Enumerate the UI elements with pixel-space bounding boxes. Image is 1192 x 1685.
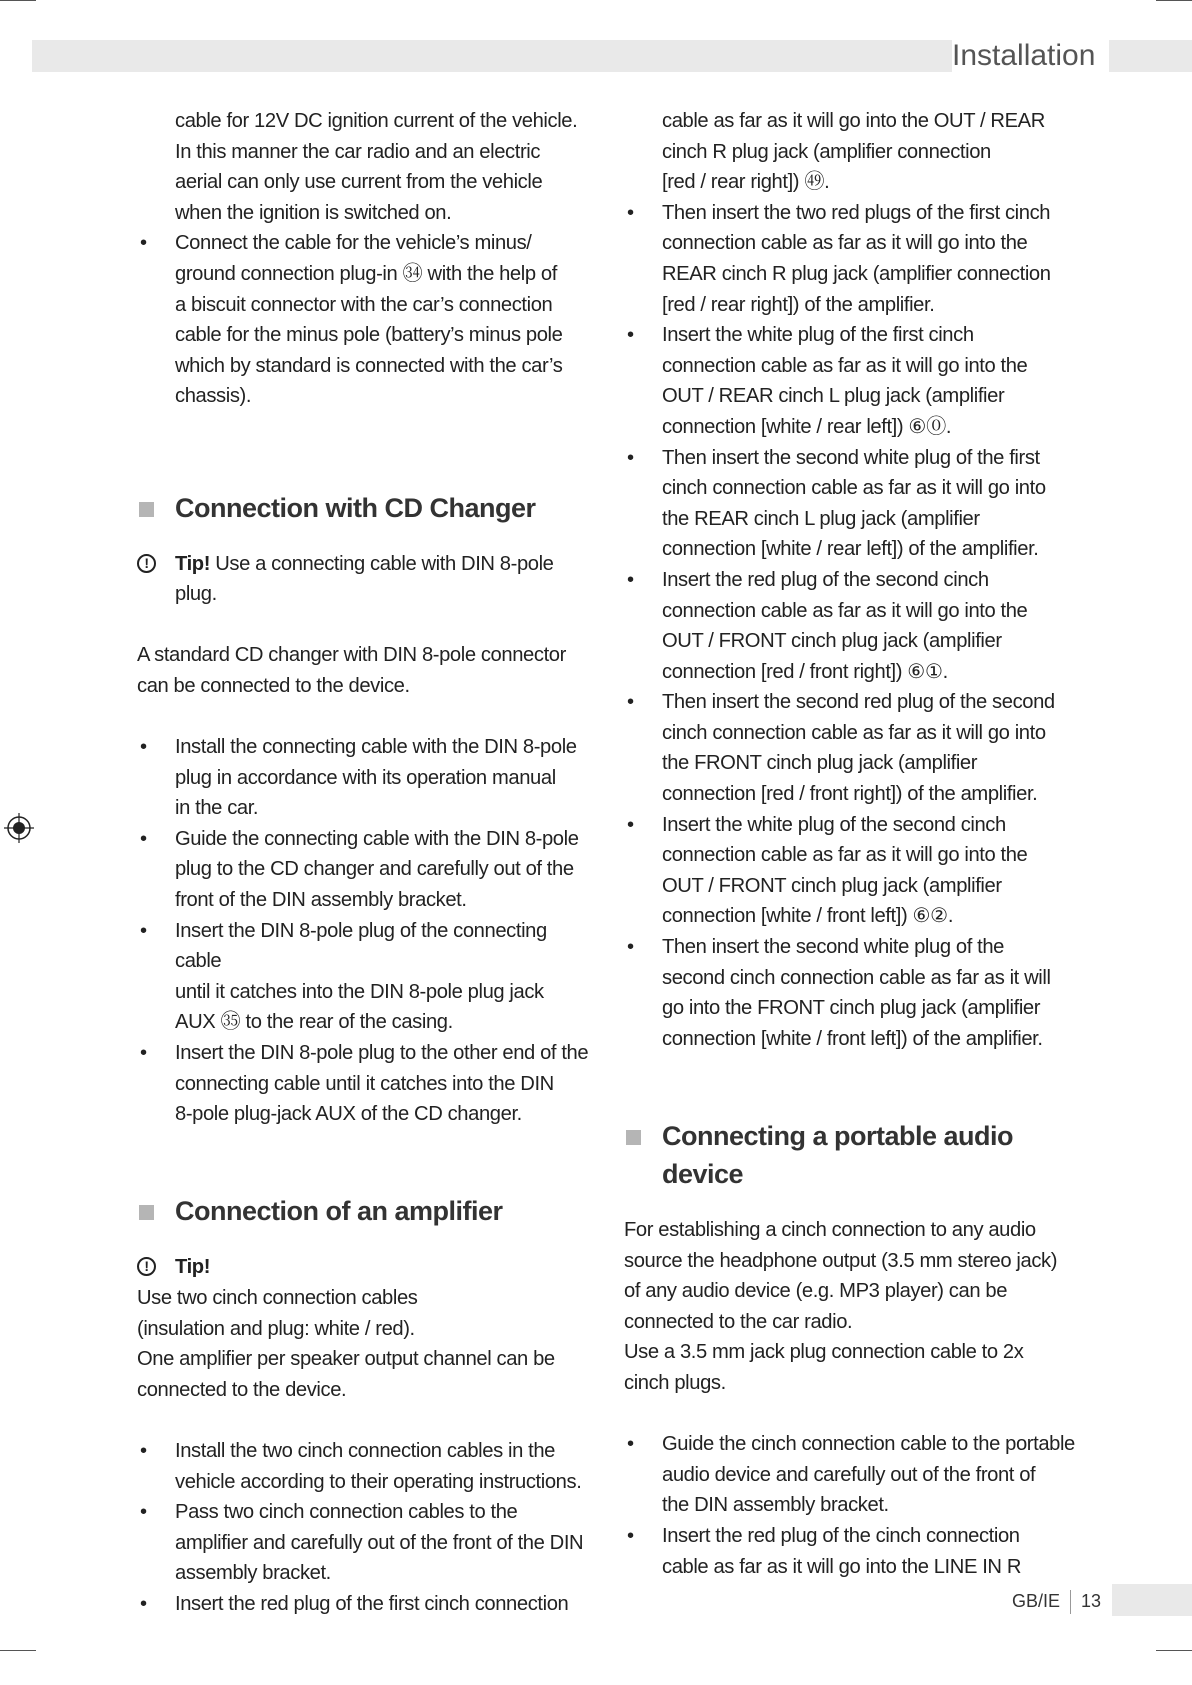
- list-item: • Install the two cinch connection cables in the vehicle according to their operating instructions.: [137, 1436, 597, 1497]
- list-item: • Install the connecting cable with the DIN 8-pole plug in accordance with its operation manual in the car.: [137, 732, 597, 824]
- crop-mark: [1156, 1650, 1192, 1651]
- list-item: • Pass two cinch connection cables to the amplifier and carefully out of the front of the DIN assembly bracket.: [137, 1497, 597, 1589]
- list-item: • Then insert the two red plugs of the first cinch connection cable as far as it will go into the REAR cinch R plug jack (amplifier connection [red / rear right]) of the amplifier.: [624, 198, 1084, 320]
- tip-note: ! Tip! Use a connecting cable with DIN 8-pole plug.: [137, 549, 597, 610]
- registration-mark-icon: [4, 813, 34, 843]
- section-heading-portable-audio: Connecting a portable audio device: [624, 1117, 1084, 1193]
- list-item: • Then insert the second white plug of the second cinch connection cable as far as it will go into the FRONT cinch plug jack (amplifier connection [white / front left]) of the amplifier.: [624, 932, 1084, 1054]
- list-item: • Then insert the second white plug of the first cinch connection cable as far as it will go into the REAR cinch L plug jack (amplifier connection [white / rear left]) of the amplifier.: [624, 443, 1084, 565]
- list-item: • Insert the DIN 8-pole plug to the other end of the connecting cable until it catches into the DIN 8-pole plug-jack AUX of the CD changer.: [137, 1038, 597, 1130]
- list-item: • Insert the red plug of the second cinch connection cable as far as it will go into the OUT / FRONT cinch plug jack (amplifier connection [red / front right]) ⑥①.: [624, 565, 1084, 687]
- page-title: Installation: [952, 39, 1096, 72]
- crop-mark: [1156, 0, 1192, 1]
- square-bullet-icon: [139, 1205, 154, 1220]
- exclamation-icon: !: [137, 554, 156, 573]
- locale-label: GB/IE: [1012, 1591, 1061, 1611]
- exclamation-icon: !: [137, 1257, 156, 1276]
- crop-mark: [0, 1650, 36, 1651]
- intro-continuation: cable for 12V DC ignition current of the vehicle. In this manner the car radio and an electric aerial can only use current from the vehicle when the ignition is switched on.: [175, 110, 578, 224]
- list-item: • Guide the connecting cable with the DIN 8-pole plug to the CD changer and carefully out of the front of the DIN assembly bracket.: [137, 824, 597, 916]
- list-item: • Insert the white plug of the second cinch connection cable as far as it will go into the OUT / FRONT cinch plug jack (amplifier connection [white / front left]) ⑥②.: [624, 810, 1084, 932]
- section-heading-cd-changer: Connection with CD Changer: [137, 489, 597, 527]
- page-footer: [1012, 1586, 1101, 1616]
- section-heading-amplifier: Connection of an amplifier: [137, 1192, 597, 1230]
- list-item: • Then insert the second red plug of the second cinch connection cable as far as it will go into the FRONT cinch plug jack (amplifier connection [red / front right]) of the amplifier.: [624, 687, 1084, 809]
- square-bullet-icon: [139, 502, 154, 517]
- crop-mark: [0, 0, 36, 1]
- list-item: • Guide the cinch connection cable to the portable audio device and carefully out of the front of the DIN assembly bracket.: [624, 1429, 1084, 1521]
- footer-bar: [1112, 1584, 1192, 1616]
- list-item: • Connect the cable for the vehicle’s minus/ ground connection plug-in ㉞ with the help of a biscuit connector with the car’s connection cable for the minus pole (battery’s minus pole which by standard is connected with the car’s chassis).: [137, 228, 597, 412]
- list-item: • Insert the red plug of the cinch connection cable as far as it will go into the LINE IN R: [624, 1521, 1084, 1582]
- tip-note: ! Tip!: [137, 1252, 597, 1283]
- paragraph: For establishing a cinch connection to any audio source the headphone output (3.5 mm stereo jack) of any audio device (e.g. MP3 player) can be connected to the car radio. Use a 3.5 mm jack plug connection cable to 2x cinch plugs.: [624, 1219, 1058, 1394]
- continuation-text: cable as far as it will go into the OUT / REAR cinch R plug jack (amplifier connection [red / rear right]) ㊾.: [662, 110, 1045, 194]
- list-item: • Insert the DIN 8-pole plug of the connecting cable until it catches into the DIN 8-pole plug jack AUX ㉟ to the rear of the casing.: [137, 916, 597, 1038]
- left-column: [137, 106, 597, 1620]
- list-item: • Insert the white plug of the first cinch connection cable as far as it will go into the OUT / REAR cinch L plug jack (amplifier connection [white / rear left]) ⑥⓪.: [624, 320, 1084, 442]
- list-item: • Insert the red plug of the first cinch connection: [137, 1589, 597, 1620]
- right-column: [624, 106, 1084, 1582]
- paragraph: Use two cinch connection cables (insulation and plug: white / red). One amplifier per speaker output channel can be connected to the device.: [137, 1287, 555, 1401]
- paragraph: A standard CD changer with DIN 8-pole connector can be connected to the device.: [137, 644, 566, 697]
- square-bullet-icon: [626, 1130, 641, 1145]
- page-number: 13: [1081, 1591, 1102, 1611]
